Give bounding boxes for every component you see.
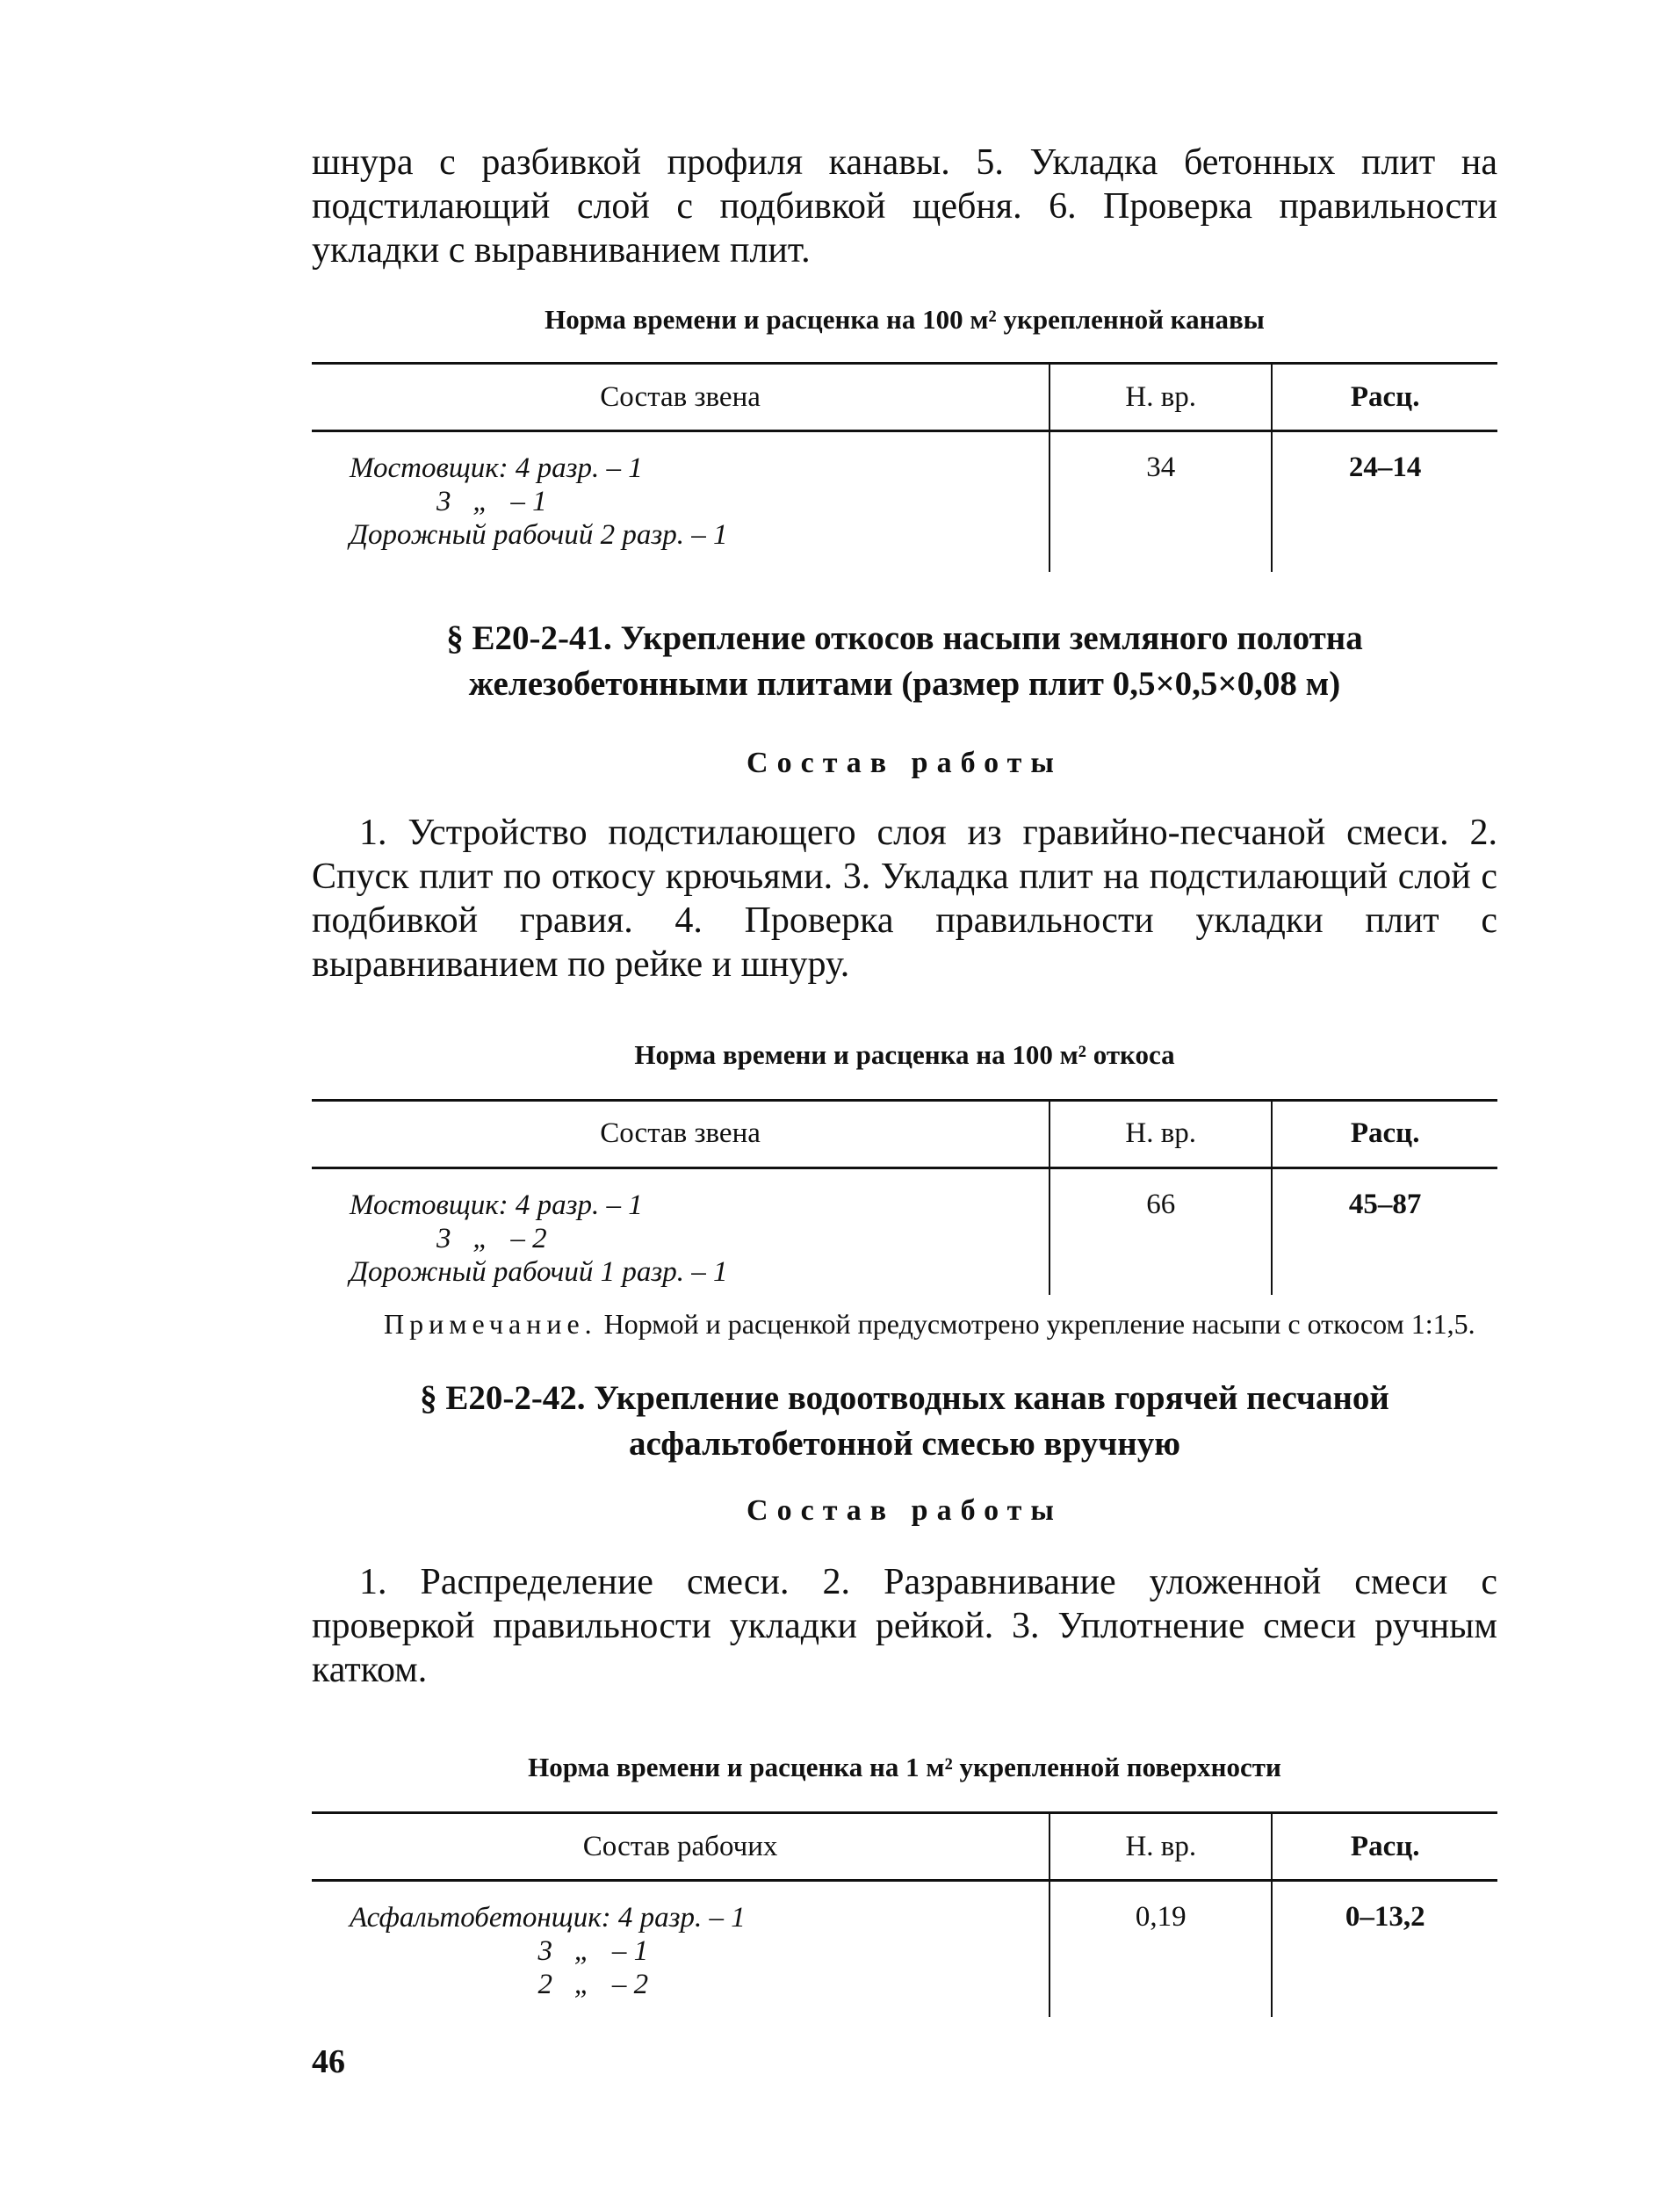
crew-line: Асфальтобетонщик: 4 разр. – 1 [350, 1902, 746, 1934]
section-41-title-line2: железобетонными плитами (размер плит 0,5×0,5×0,08 м) [468, 664, 1341, 703]
crew-line: 3 „ – 1 [350, 486, 547, 517]
section-41-title-line1: § Е20-2-41. Укрепление откосов насыпи земляного полотна [446, 618, 1363, 657]
header-rate: Расц. [1272, 364, 1497, 431]
crew-cell [312, 1167, 1049, 1295]
section-41-title [312, 616, 1497, 707]
rate-value: 0–13,2 [1345, 1901, 1425, 1933]
header-rate: Расц. [1272, 1100, 1497, 1167]
header-time: Н. вр. [1049, 1100, 1272, 1167]
table1-caption: Норма времени и расценка на 100 м² укрепленной канавы [545, 304, 1265, 335]
note-label: Примечание. [384, 1308, 597, 1340]
time-value: 34 [1049, 431, 1272, 572]
crew-line: 2 „ – 2 [350, 1969, 649, 2000]
crew-line: 3 „ – 1 [350, 1935, 649, 1967]
crew-cell [312, 1881, 1049, 2017]
section-42-title-line1: § Е20-2-42. Укрепление водоотводных канав горячей песчаной [420, 1379, 1389, 1417]
header-crew: Состав звена [312, 1100, 1049, 1167]
crew-line: Дорожный рабочий 2 разр. – 1 [350, 519, 728, 551]
rate-value: 24–14 [1348, 452, 1422, 483]
document-page [312, 132, 1497, 2017]
table3-caption: Норма времени и расценка на 1 м² укрепленной поверхности [528, 1752, 1281, 1782]
header-crew: Состав рабочих [312, 1813, 1049, 1881]
section-42-title [312, 1376, 1497, 1467]
crew-line: Дорожный рабочий 1 разр. – 1 [350, 1255, 728, 1288]
header-rate: Расц. [1272, 1813, 1497, 1881]
intro-paragraph: шнура с разбивкой профиля канавы. 5. Укладка бетонных плит на подстилающий слой с подбивкой щебня. 6. Проверка правильности укладки с выравниванием плит. [312, 142, 1497, 271]
norm-table-1 [312, 362, 1497, 572]
section-42-work-text: 1. Распределение смеси. 2. Разравнивание уложенной смеси с проверкой правильности укладки рейкой. 3. Уплотнение смеси ручным катком. [312, 1562, 1497, 1690]
time-value: 0,19 [1049, 1881, 1272, 2017]
rate-value: 45–87 [1348, 1188, 1422, 1220]
header-time: Н. вр. [1049, 1813, 1272, 1881]
crew-line: 3 „ – 2 [350, 1222, 547, 1254]
section-42-work-heading: Состав работы [747, 1494, 1063, 1527]
table2-note [312, 1307, 1497, 1341]
table2-caption: Норма времени и расценка на 100 м² откоса [634, 1038, 1175, 1070]
norm-table-3 [312, 1811, 1497, 2017]
crew-cell [312, 431, 1049, 572]
section-41-work-text: 1. Устройство подстилающего слоя из гравийно-песчаной смеси. 2. Спуск плит по откосу крючьями. 3. Укладка плит на подстилающий слой с подбивкой гравия. 4. Проверка правильности укладки плит с выравниванием по рейке и шнуру. [312, 812, 1497, 985]
section-42-title-line2: асфальтобетонной смесью вручную [628, 1425, 1181, 1463]
crew-line: Мостовщик: 4 разр. – 1 [350, 452, 643, 484]
section-41-work-heading: Состав работы [747, 746, 1063, 779]
norm-table-2 [312, 1099, 1497, 1296]
crew-line: Мостовщик: 4 разр. – 1 [350, 1189, 643, 1221]
header-time: Н. вр. [1049, 364, 1272, 431]
time-value: 66 [1049, 1167, 1272, 1295]
header-crew: Состав звена [312, 364, 1049, 431]
note-text: Нормой и расценкой предусмотрено укрепление насыпи с откосом 1:1,5. [596, 1308, 1475, 1340]
page-number: 46 [312, 2043, 345, 2080]
